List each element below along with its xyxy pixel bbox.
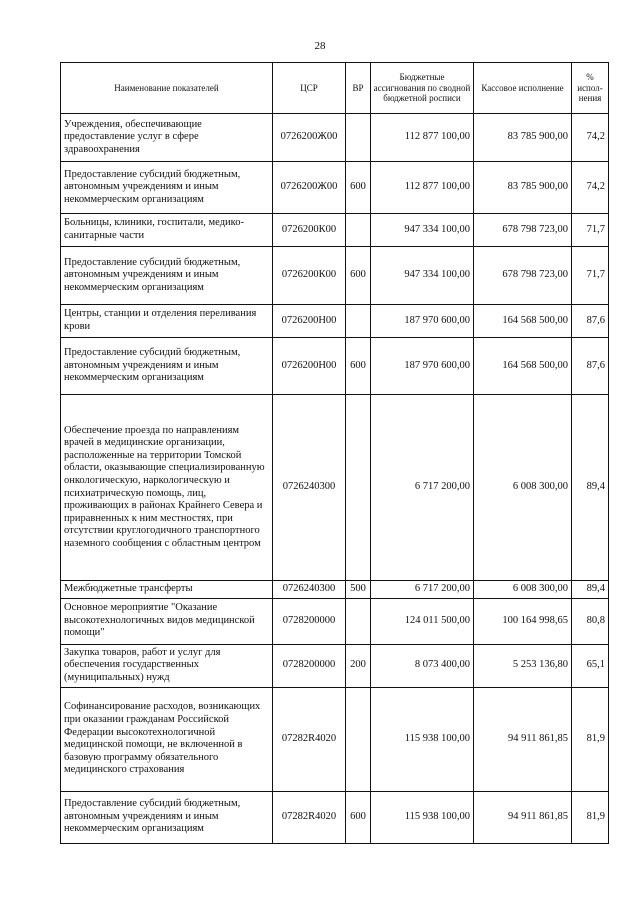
row-percent: 71,7 [572,214,609,247]
row-cash-execution: 678 798 723,00 [474,247,572,305]
row-cash-execution: 6 008 300,00 [474,395,572,581]
header-vr: ВР [346,63,371,114]
table-row [61,247,609,305]
row-csr: 0726200Н00 [273,305,346,338]
row-cash-execution: 94 911 861,85 [474,791,572,843]
table-row [61,114,609,162]
header-csr: ЦСР [273,63,346,114]
row-assignments: 112 877 100,00 [371,114,474,162]
header-percent: % испол- нения [572,63,609,114]
header-cash-execution: Кассовое исполнение [474,63,572,114]
row-name: Основное мероприятие "Оказание высокотехнологичных видов медицинской помощи" [61,598,273,644]
row-percent: 71,7 [572,247,609,305]
row-percent: 74,2 [572,114,609,162]
row-percent: 81,9 [572,687,609,791]
row-cash-execution: 94 911 861,85 [474,687,572,791]
row-name: Предоставление субсидий бюджетным, автономным учреждениям и иным некоммерческим организациям [61,338,273,395]
row-vr [346,395,371,581]
row-csr: 07282R4020 [273,687,346,791]
row-name: Предоставление субсидий бюджетным, автономным учреждениям и иным некоммерческим организациям [61,247,273,305]
row-assignments: 947 334 100,00 [371,214,474,247]
row-percent: 89,4 [572,395,609,581]
table-row [61,395,609,581]
row-csr: 0726200Ж00 [273,162,346,214]
row-vr: 200 [346,644,371,687]
row-name: Межбюджетные трансферты [61,581,273,599]
row-vr: 600 [346,791,371,843]
row-assignments: 124 011 500,00 [371,598,474,644]
table-header-row [61,63,609,114]
row-vr [346,598,371,644]
row-csr: 0726240300 [273,395,346,581]
row-percent: 81,9 [572,791,609,843]
row-percent: 80,8 [572,598,609,644]
row-name: Больницы, клиники, госпитали, медико-санитарные части [61,214,273,247]
header-name: Наименование показателей [61,63,273,114]
row-cash-execution: 164 568 500,00 [474,338,572,395]
row-percent: 87,6 [572,338,609,395]
row-csr: 0726200К00 [273,214,346,247]
header-assignments: Бюджетные ассигнования по сводной бюджетной росписи [371,63,474,114]
row-vr [346,305,371,338]
row-name: Софинансирование расходов, возникающих при оказании гражданам Российской Федерации высокотехнологичной медицинской помощи, не включенной в базовую программу обязательного медицинского страхования [61,687,273,791]
row-cash-execution: 5 253 136,80 [474,644,572,687]
row-name: Предоставление субсидий бюджетным, автономным учреждениям и иным некоммерческим организациям [61,791,273,843]
row-assignments: 8 073 400,00 [371,644,474,687]
row-cash-execution: 100 164 998,65 [474,598,572,644]
table-row [61,644,609,687]
row-assignments: 112 877 100,00 [371,162,474,214]
row-cash-execution: 83 785 900,00 [474,114,572,162]
row-assignments: 115 938 100,00 [371,687,474,791]
row-name: Центры, станции и отделения переливания крови [61,305,273,338]
row-percent: 65,1 [572,644,609,687]
row-vr [346,114,371,162]
row-name: Закупка товаров, работ и услуг для обеспечения государственных (муниципальных) нужд [61,644,273,687]
row-csr: 0726240300 [273,581,346,599]
row-cash-execution: 164 568 500,00 [474,305,572,338]
row-assignments: 187 970 600,00 [371,305,474,338]
row-vr: 600 [346,162,371,214]
row-cash-execution: 6 008 300,00 [474,581,572,599]
table-row [61,338,609,395]
row-percent: 89,4 [572,581,609,599]
row-cash-execution: 678 798 723,00 [474,214,572,247]
row-percent: 74,2 [572,162,609,214]
row-csr: 0728200000 [273,598,346,644]
table-row [61,598,609,644]
row-assignments: 187 970 600,00 [371,338,474,395]
table-row [61,305,609,338]
table-row [61,214,609,247]
row-vr: 600 [346,338,371,395]
row-vr [346,214,371,247]
row-cash-execution: 83 785 900,00 [474,162,572,214]
table-row [61,162,609,214]
row-csr: 07282R4020 [273,791,346,843]
page-number: 28 [314,40,326,52]
row-csr: 0726200К00 [273,247,346,305]
row-assignments: 6 717 200,00 [371,581,474,599]
table-row [61,791,609,843]
table-row [61,687,609,791]
budget-execution-table [60,62,609,844]
row-percent: 87,6 [572,305,609,338]
row-assignments: 115 938 100,00 [371,791,474,843]
row-csr: 0726200Ж00 [273,114,346,162]
row-name: Предоставление субсидий бюджетным, автономным учреждениям и иным некоммерческим организациям [61,162,273,214]
row-name: Обеспечение проезда по направлениям врачей в медицинские организации, расположенные на территории Томской области, оказывающие специализированную онкологическую, наркологическую и психиатрическую помощь, лиц, проживающих в районах Крайнего Севера и приравненных к ним местностях, при отсутствии круглогодичного транспортного наземного сообщения с областным центром [61,395,273,581]
row-csr: 0726200Н00 [273,338,346,395]
row-assignments: 947 334 100,00 [371,247,474,305]
row-vr [346,687,371,791]
row-vr: 500 [346,581,371,599]
row-name: Учреждения, обеспечивающие предоставление услуг в сфере здравоохранения [61,114,273,162]
table-row [61,581,609,599]
row-assignments: 6 717 200,00 [371,395,474,581]
row-csr: 0728200000 [273,644,346,687]
row-vr: 600 [346,247,371,305]
